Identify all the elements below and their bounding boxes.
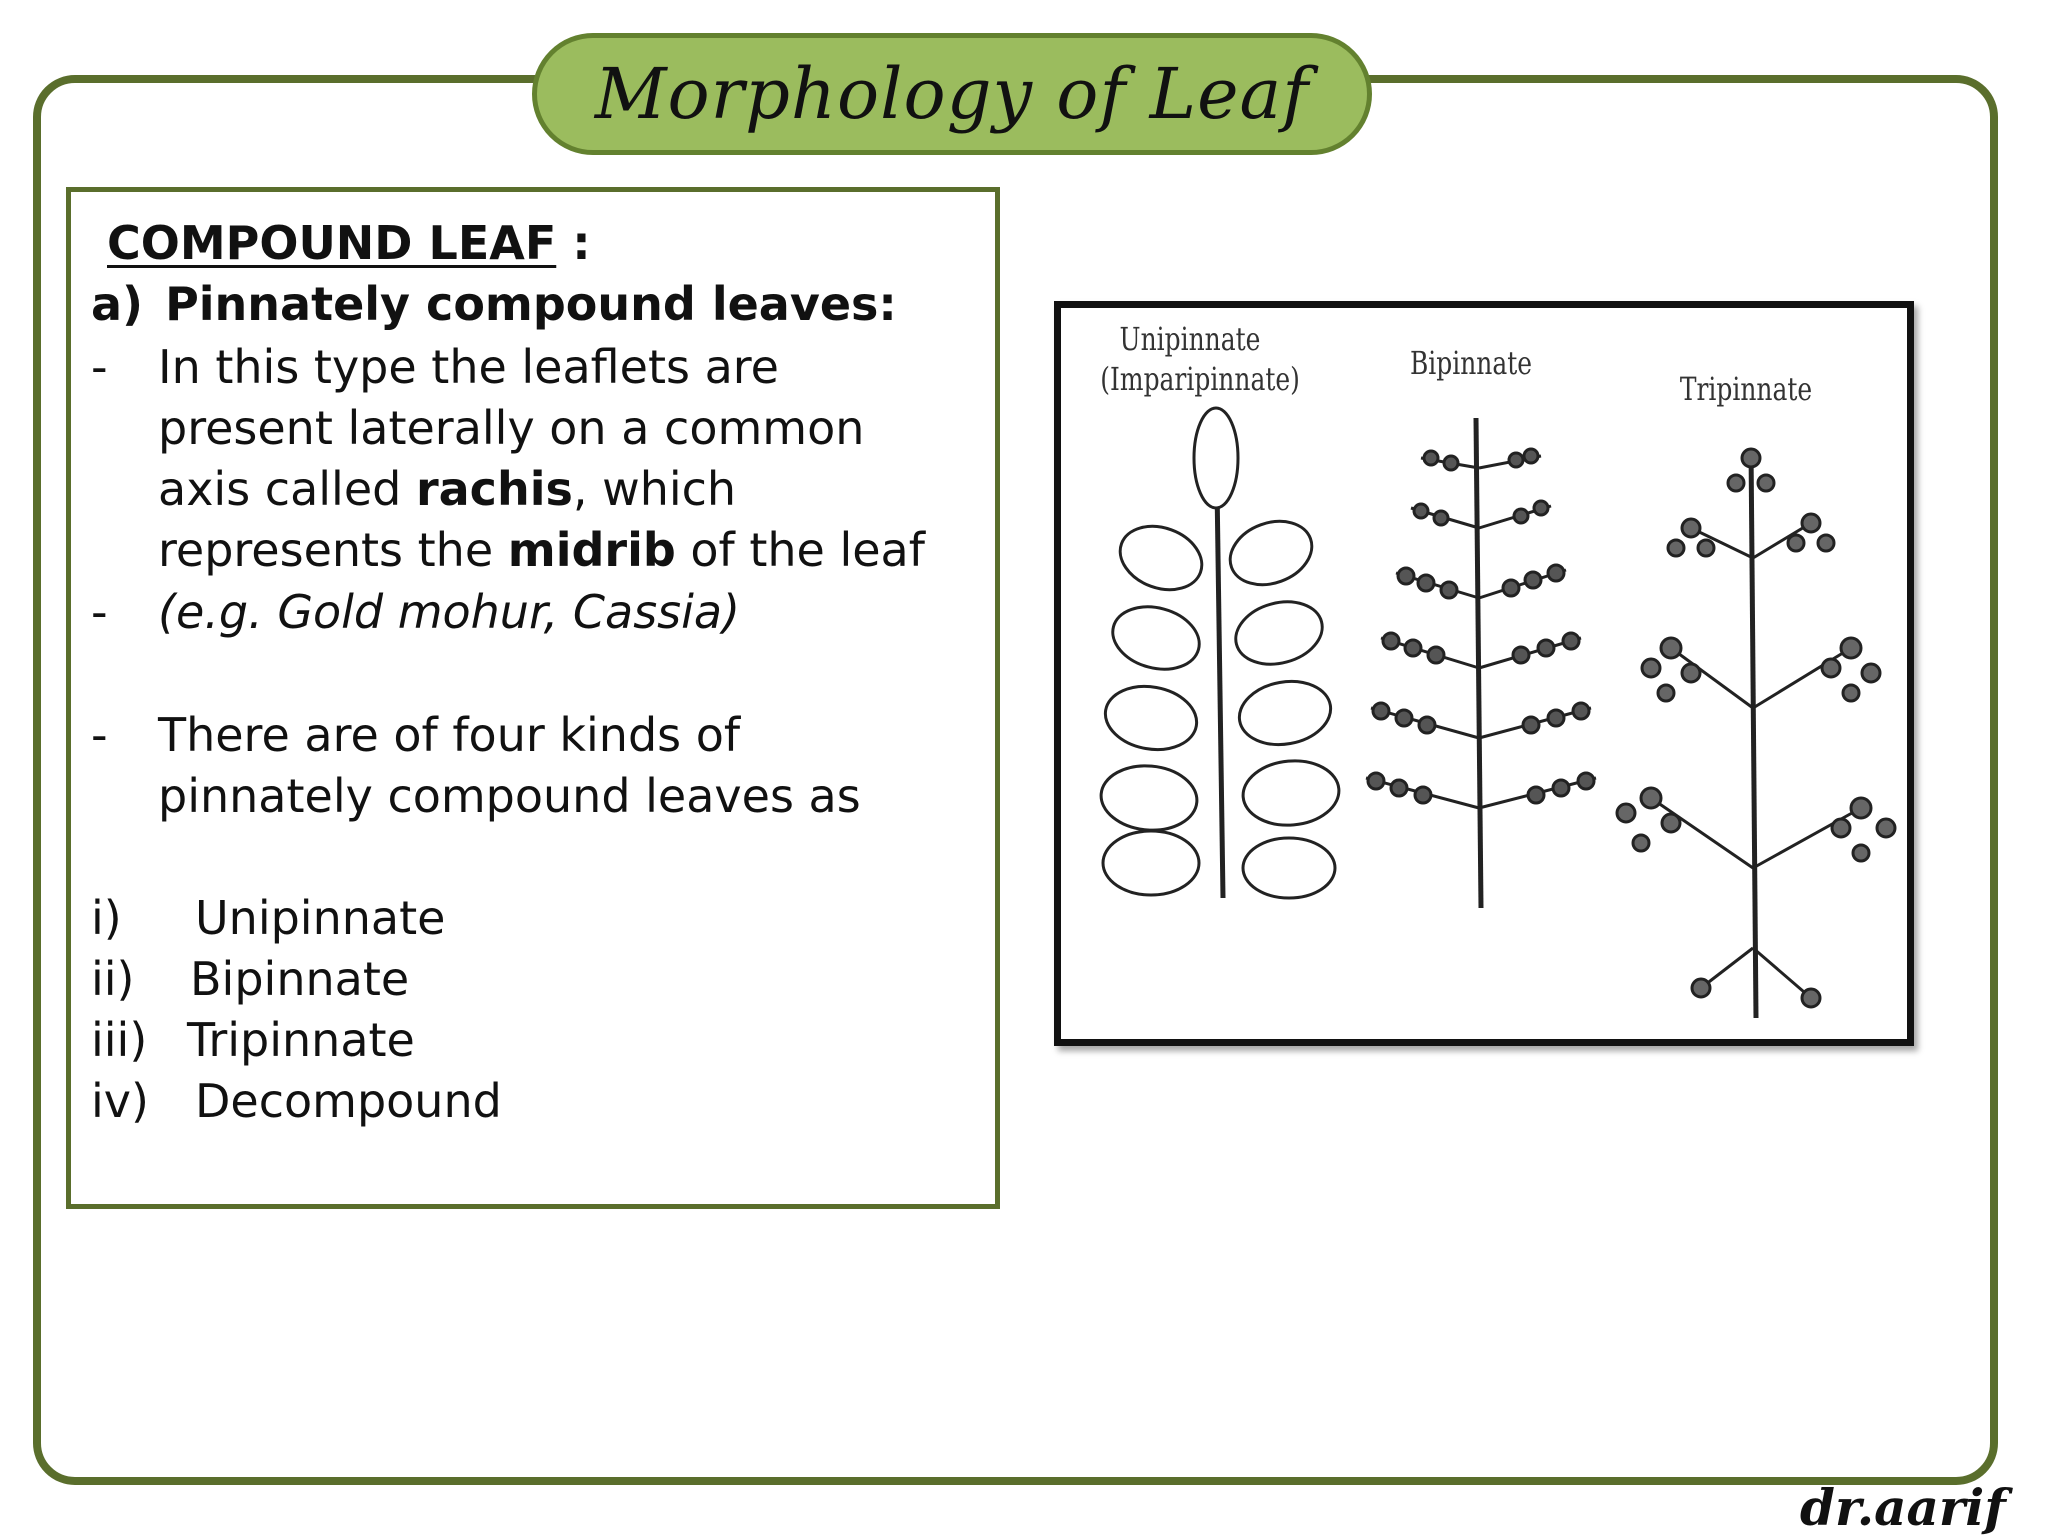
heading-colon: : xyxy=(556,216,591,270)
bullet1-text-line4 xyxy=(158,521,925,579)
bullet-dash: - xyxy=(91,708,108,762)
kind-label: Unipinnate xyxy=(195,891,446,945)
leaf-types-figure xyxy=(1054,301,1914,1046)
line4-post: of the leaf xyxy=(675,523,925,577)
label-bipinnate: Bipinnate xyxy=(1409,344,1533,382)
unipinnate-leaf-drawing xyxy=(1098,408,1341,898)
compound-leaf-heading: COMPOUND LEAF xyxy=(107,216,557,270)
line3-post: , which xyxy=(572,462,737,516)
kind-number: iii) xyxy=(91,1013,148,1067)
label-imparipinnate: (Imparipinnate) xyxy=(1100,360,1300,398)
kind-label: Decompound xyxy=(195,1074,502,1128)
text-panel xyxy=(66,187,1000,1209)
kind-label: Bipinnate xyxy=(190,952,410,1006)
label-tripinnate: Tripinnate xyxy=(1679,370,1813,408)
tripinnate-leaf-drawing xyxy=(1617,448,1895,1018)
line3-pre: axis called xyxy=(158,462,416,516)
bullet1-text-line3 xyxy=(158,460,736,518)
subheading-marker: a) xyxy=(91,277,144,331)
slide-title: Morphology of Leaf xyxy=(594,53,1310,135)
title-banner xyxy=(532,33,1372,155)
bullet3-text-line1: There are of four kinds of xyxy=(158,708,741,762)
kind-number: i) xyxy=(91,891,122,945)
author-signature: dr.aarif xyxy=(1800,1478,2006,1537)
bipinnate-leaf-drawing xyxy=(1366,418,1596,908)
term-rachis: rachis xyxy=(415,462,573,516)
bullet-dash: - xyxy=(91,340,108,394)
line4-pre: represents the xyxy=(158,523,508,577)
bullet1-text-line2: present laterally on a common xyxy=(158,401,865,455)
subheading-line xyxy=(91,275,897,333)
leaf-drawings xyxy=(1061,308,1907,1039)
kind-number: ii) xyxy=(91,952,135,1006)
bullet3-text-line2: pinnately compound leaves as xyxy=(158,769,861,823)
kind-number: iv) xyxy=(91,1074,149,1128)
bullet-dash: - xyxy=(91,585,108,639)
kind-label: Tripinnate xyxy=(187,1013,415,1067)
example-text: (e.g. Gold mohur, Cassia) xyxy=(158,585,741,639)
term-midrib: midrib xyxy=(507,523,676,577)
heading-line xyxy=(107,214,591,272)
label-unipinnate: Unipinnate xyxy=(1119,320,1261,358)
subheading-text: Pinnately compound leaves: xyxy=(165,277,897,331)
bullet1-text-line1: In this type the leaflets are xyxy=(158,340,779,394)
